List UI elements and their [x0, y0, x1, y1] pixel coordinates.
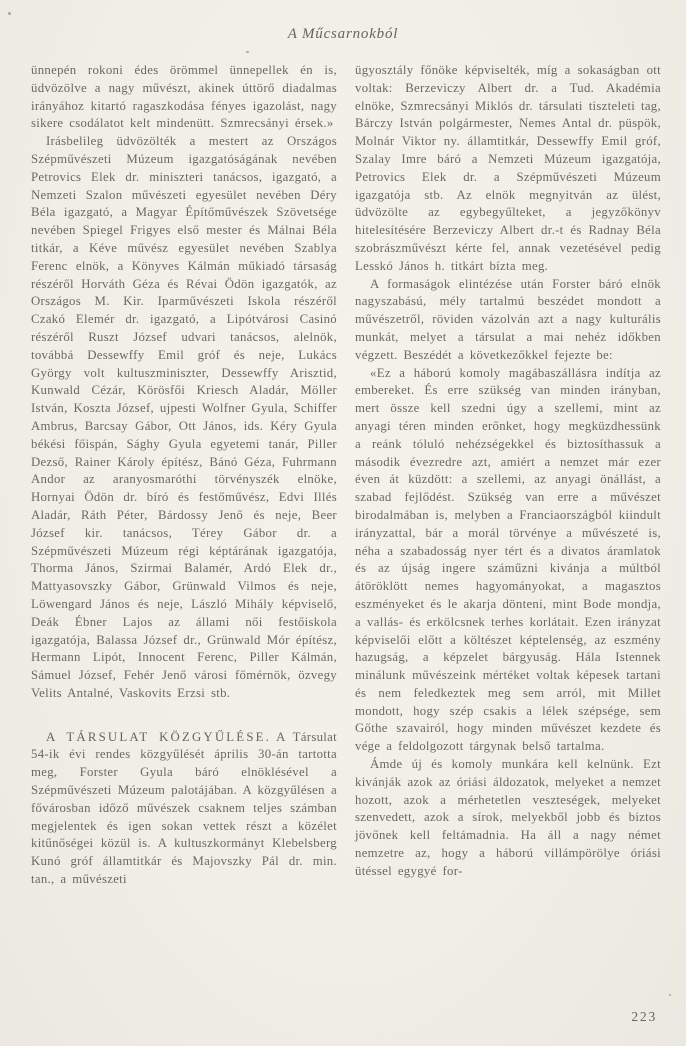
paragraph-text: A Társulat 54-ik évi rendes közgyűlését április 30-án tartotta meg, Forster Gyula báró elnöklésével a Szépművészeti Múzeum palotájában. A közgyűlésen a fővárosban időző művészek csaknem teljes számban megjelentek és igen sokan vettek részt a közélet kitűnőségei közül is. A kultuszkormányt Klebelsberg Kunó gróf államtitkár és Majovszky Pál dr. min. tan., a művészeti: [31, 729, 337, 887]
page-number: 223: [631, 1009, 657, 1024]
paragraph: «Ez a háború komoly magábaszállásra indítja az embereket. És erre szükség van minden irányban, mert össze kell szedni úgy a szellemi, mint az anyagi téren minden erőnket, hogy megküzdhessünk a reánk tóluló nehézségekkel és biztosíthassuk a második évezredre azt, amiért a nemzet már ezer éven át küzdött: a szellemi, az anyagi önállást, a szabad fejlődést. Szükség van erre a művészet birodalmában is, melyben a Franciaországból kiindult irányzattal, bár a morál törvénye a művészeté is, néha a szabadosság nyer tért és a divatos áramlatok és az újság ingere száműzni kivánja a múltból átöröklött nemes hagyományokat, a magasztos eszményeket és le akarja dönteni, mint Bode mondja, a vallás- és erkölcsnek terhes korlátait. Ezen irányzat képviselői előtt a költészet képtelenség, az eszmény hazugság, a képzelet bárgyuság. Hála Istennek minálunk művészeink mértéket voltak képesek tartani és nem feledkeztek meg sem arról, mit Millet mondott, hogy szép csakis a lélek szépsége, sem Gőthe szavairól, hogy minden művészet kezdete és vége a feldolgozott tárgynak belső tartalma.: [355, 365, 661, 754]
paragraph-continuation: ünnepén rokoni édes örömmel ünnepellek én is, üdvözölve a nagy művészt, akinek úttörő diadalmas irányához kitartó ragaszkodása fényes igazolást, nagy sikere csodálatot kelt mindenütt. Szmrecsányi érsek.»: [31, 63, 337, 131]
running-header: A Műcsarnokból: [287, 26, 399, 42]
scan-speck: [669, 994, 671, 996]
paragraph: A formaságok elintézése után Forster báró elnök nagyszabású, mély tartalmú beszédet mondott a művészetről, röviden vázolván azt a nagy kulturális munkát, melyet a társulat a mai nehéz időkben végzett. Beszédét a következőkkel fejezte be:: [355, 276, 661, 362]
paragraph: Irásbelileg üdvözölték a mestert az Országos Szépművészeti Múzeum igazgatóságának nevében Petrovics Elek dr. miniszteri tanácsos, igazgató, a Nemzeti Szalon művészeti egyesület nevében Déry Béla igazgató, a Magyar Építőművészek Szövetsége nevében Spiegel Frigyes első mester és Málnai Béla titkár, a Kéve művész egyesület nevében Szablya Ferenc elnök, a Könyves Kálmán műkiadó társaság részéről Horváth Géza és Révai Ödön igazgatók, az Országos M. Kir. Iparművészeti Iskola részéről Czakó Elemér dr. igazgató, a Lipótvárosi Casinó részéről Ruszt József udvari tanácsos, alelnök, továbbá Dessewffy Emil gróf és neje, Lukács György volt kultuszminiszter, Dessewffy Arisztid, Kunwald Cézár, Körösfői Kriesch Aladár, Möller István, Koszta József, ujpesti Wolfner Gyula, Schiffer Ambrus, Barcsay Gábor, Ott János, ids. Kéry Gyula békési főispán, Sághy Gyula egyetemi tanár, Piller Dezső, Rainer Károly építész, Bánó Géza, Fuhrmann Andor az aranyosmaróthi törvényszék elnöke, Hornyai Ödön dr. bíró és festőművész, Edvi Illés Aladár, Ráth Péter, Bárdossy Jenő és neje, Beer József kir. tanácsos, Térey Gábor dr. a Szépművészeti Múzeum régi képtárának igazgatója, Thorma János, Szirmai Balamér, Ardó Elek dr., Mattyasovszky Gábor, Grünwald Vilmos és neje, Löwengard János és neje, László Mihály képviselő, Deák Ébner Lajos az állami női festőiskola igazgatója, Balassa József dr., Grünwald Mór építész, Hermann Lipót, Innocent Ferenc, Piller Kálmán, Sámuel József, Fehér Jenő városi főmérnök, özvegy Velits Antalné, Vaskovits Erzsi stb.: [31, 134, 337, 700]
scan-speck: [8, 12, 11, 15]
right-column: [355, 62, 661, 889]
left-column: [31, 62, 337, 889]
paragraph-with-section-heading: [31, 729, 337, 889]
paragraph-continuation: ügyosztály főnöke képviselték, míg a sokaságban ott voltak: Berzeviczy Albert dr. a Tud. Akadémia elnöke, Szmrecsányi Miklós dr. társulati tiszteleti tag, Bárczy István polgármester, Nemes Antal dr. püspök, Molnár Viktor ny. államtitkár, Dessewffy Emil gróf, Szalay Imre báró a Nemzeti Múzeum igazgatója, Petrovics Elek dr. a Szépművészeti Múzeum igazgatója stb. Az elnök megnyitván az ülést, üdvözölte az egybegyűlteket, a jegyzőkönyv hitelesítésére Berzeviczy Albert dr.-t és Radnay Béla szobrászművészt kérte fel, annak vezetésével pedig Lesskó János h. titkárt bízta meg.: [355, 63, 661, 273]
text-columns: [31, 62, 661, 889]
scan-speck: [246, 51, 249, 53]
section-heading: A TÁRSULAT KÖZGYŰLÉSE.: [46, 729, 272, 744]
paragraph: Ámde új és komoly munkára kell kelnünk. Ezt kivánják azok az óriási áldozatok, melyeket a nemzet hozott, azok a mérhetetlen veszteségek, melyeket szenvedett, azok a sírok, melyekből jobb és biztos jövőnek kell feltámadnia. Ha áll a nagy német nemzetre az, hogy a háború villámpörölye óriási ütéssel egygyé for-: [355, 757, 661, 878]
